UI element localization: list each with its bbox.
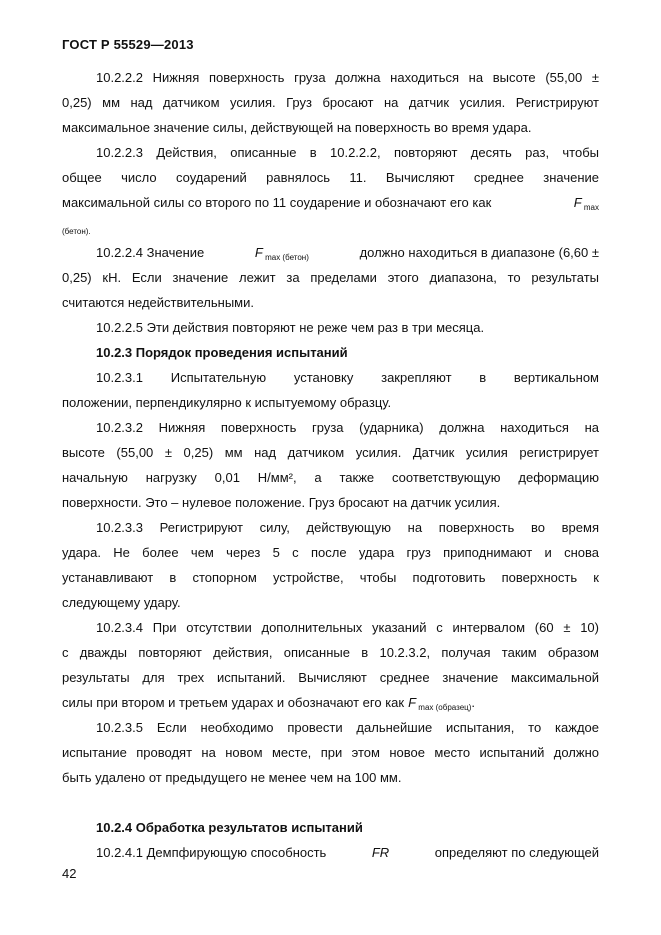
section-heading [96, 345, 599, 361]
text-line [96, 370, 599, 386]
text-line [62, 545, 599, 561]
section-heading [96, 820, 599, 836]
line-text-tail: определяют по следующей [434, 845, 599, 860]
text-line [96, 245, 599, 263]
text-line [96, 145, 599, 161]
line-text: 10.2.4.1 Демпфирующую способность [96, 845, 327, 860]
line-text: высоте (55,00 ± 0,25) мм над датчиком усилия. Датчик усилия регистрирует [62, 445, 599, 460]
text-line [62, 295, 599, 311]
line-text-tail: должно находиться в диапазоне (6,60 ± [359, 245, 599, 260]
line-text: максимальной силы со второго по 11 соударение и обозначают его как [62, 195, 492, 210]
text-line [62, 645, 599, 661]
line-text: 10.2.3.1 Испытательную установку закрепляют в вертикальном [96, 370, 599, 385]
text-line [96, 845, 599, 861]
text-line [96, 620, 599, 636]
line-text: максимальное значение силы, действующей на поверхность во время удара. [62, 120, 532, 135]
line-text: 10.2.2.5 Эти действия повторяют не реже чем раз в три месяца. [96, 320, 485, 335]
line-text: устанавливают в стопорном устройстве, чтобы подготовить поверхность к [62, 570, 599, 585]
line-text: удара. Не более чем через 5 с после удара груз приподнимают и снова [62, 545, 599, 560]
text-line [62, 670, 599, 686]
line-text: 0,25) кН. Если значение лежит за пределами этого диапазона, то результаты [62, 270, 599, 285]
text-line [96, 70, 599, 86]
line-text: 10.2.3.5 Если необходимо провести дальнейшие испытания, то каждое [96, 720, 599, 735]
text-line [62, 470, 599, 486]
line-text: следующему удару. [62, 595, 181, 610]
text-line [96, 420, 599, 436]
page-number: 42 [62, 866, 77, 881]
line-text: 10.2.3.4 При отсутствии дополнительных указаний с интервалом (60 ± 10) [96, 620, 599, 635]
line-text: 10.2.2.4 Значение [96, 245, 205, 260]
line-text-tail: . [471, 695, 476, 710]
line-text: быть удалено от предыдущего не менее чем на 100 мм. [62, 770, 402, 785]
line-text: 10.2.3.3 Регистрируют силу, действующую на поверхность во время [96, 520, 599, 535]
line-text: 10.2.2.2 Нижняя поверхность груза должна находиться на высоте (55,00 ± [96, 70, 599, 85]
text-line [62, 195, 599, 213]
text-line [62, 495, 599, 511]
text-line [62, 695, 599, 713]
line-text: начальную нагрузку 0,01 Н/мм², а также соответствующую деформацию [62, 470, 599, 485]
line-text: поверхности. Это – нулевое положение. Груз бросают на датчик усилия. [62, 495, 501, 510]
line-text: 10.2.2.3 Действия, описанные в 10.2.2.2, повторяют десять раз, чтобы [96, 145, 599, 160]
text-line [62, 395, 599, 411]
text-line [62, 270, 599, 286]
text-line [62, 445, 599, 461]
line-text: силы при втором и третьем ударах и обозначают его как [62, 695, 405, 710]
line-text: результаты для трех испытаний. Вычисляют среднее значение максимальной [62, 670, 599, 685]
line-text: положении, перпендикулярно к испытуемому образцу. [62, 395, 392, 410]
text-line [62, 120, 599, 136]
formula-symbol: F $_{max (образец)}$. [408, 695, 476, 712]
text-line [62, 170, 599, 186]
line-text: (бетон). [62, 227, 91, 236]
text-line [62, 95, 599, 111]
line-text: 10.2.3.2 Нижняя поверхность груза (ударника) должна находиться на [96, 420, 599, 435]
text-line [62, 770, 599, 786]
formula-symbol: F $_{max (бетон)}$ [254, 245, 309, 262]
text-line [62, 595, 599, 611]
line-text: 10.2.4 Обработка результатов испытаний [96, 820, 363, 835]
text-line [96, 720, 599, 736]
formula-symbol: FR [371, 845, 390, 860]
formula-symbol: F $_{max}$ [573, 195, 599, 212]
text-line [96, 520, 599, 536]
line-text: 10.2.3 Порядок проведения испытаний [96, 345, 348, 360]
line-text: 0,25) мм над датчиком усилия. Груз бросают на датчик усилия. Регистрируют [62, 95, 599, 110]
text-line [62, 570, 599, 586]
document-header: ГОСТ Р 55529—2013 [62, 37, 194, 52]
line-text: общее число соударений равнялось 11. Вычисляют среднее значение [62, 170, 599, 185]
text-line [62, 222, 599, 240]
text-line [96, 320, 599, 336]
line-text: испытание проводят на новом месте, при этом новое место испытаний должно [62, 745, 599, 760]
line-text: с дважды повторяют действия, описанные в 10.2.3.2, получая таким образом [62, 645, 599, 660]
text-line [62, 745, 599, 761]
line-text: считаются недействительными. [62, 295, 254, 310]
